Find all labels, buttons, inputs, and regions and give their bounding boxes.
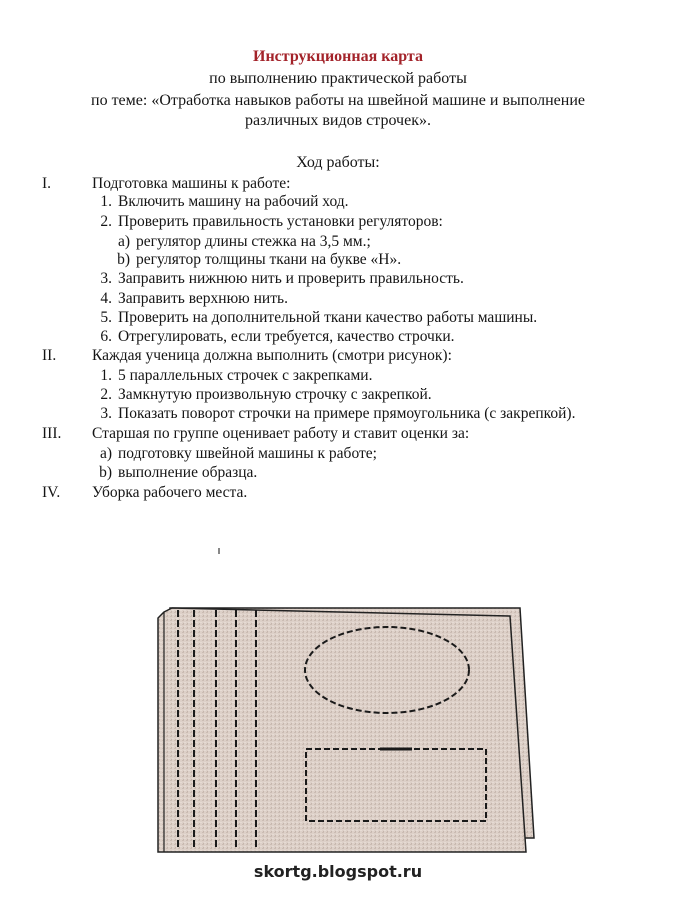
list-subitem: b) регулятор толщины ткани на букве «Н». xyxy=(117,251,402,268)
list-item: 2. Замкнутую произвольную строчку с закрепкой. xyxy=(100,386,432,403)
document-title: Инструкционная карта xyxy=(253,48,423,65)
list-item: b) выполнение образца. xyxy=(99,464,258,481)
list-item: 6. Отрегулировать, если требуется, качество строчки. xyxy=(100,328,455,345)
list-item: 1. 5 параллельных строчек с закрепками. xyxy=(100,367,373,384)
list-item: 2. Проверить правильность установки регуляторов: xyxy=(100,213,443,230)
fabric-sample-figure xyxy=(150,604,536,860)
section-2-numeral: II. xyxy=(42,347,57,364)
subtitle-line-3: различных видов строчек». xyxy=(245,112,431,129)
section-1-heading: Подготовка машины к работе: xyxy=(92,175,291,192)
list-item: a) подготовку швейной машины к работе; xyxy=(99,445,377,462)
list-item: 5. Проверить на дополнительной ткани качество работы машины. xyxy=(100,309,538,326)
watermark-url: skortg.blogspot.ru xyxy=(253,862,423,881)
list-item: 3. Заправить нижнюю нить и проверить правильность. xyxy=(100,270,464,287)
subtitle-line-2: по теме: «Отработка навыков работы на швейной машине и выполнение xyxy=(91,92,585,109)
scan-speck xyxy=(218,548,220,554)
list-item: 3. Показать поворот строчки на примере прямоугольника (с закрепкой). xyxy=(100,405,576,422)
section-4-numeral: IV. xyxy=(42,484,61,501)
list-subitem: a) регулятор длины стежка на 3,5 мм.; xyxy=(117,233,371,250)
section-4-heading: Уборка рабочего места. xyxy=(92,484,248,501)
section-3-heading: Старшая по группе оценивает работу и ставит оценки за: xyxy=(92,425,470,442)
section-2-heading: Каждая ученица должна выполнить (смотри рисунок): xyxy=(92,347,452,364)
section-1-numeral: I. xyxy=(42,175,52,192)
list-item: 4. Заправить верхнюю нить. xyxy=(100,290,288,307)
fabric-front-layer xyxy=(158,608,526,852)
subtitle-line-1: по выполнению практической работы xyxy=(209,70,467,87)
progress-heading: Ход работы: xyxy=(296,154,380,171)
list-item: 1. Включить машину на рабочий ход. xyxy=(100,193,349,210)
section-3-numeral: III. xyxy=(42,425,62,442)
